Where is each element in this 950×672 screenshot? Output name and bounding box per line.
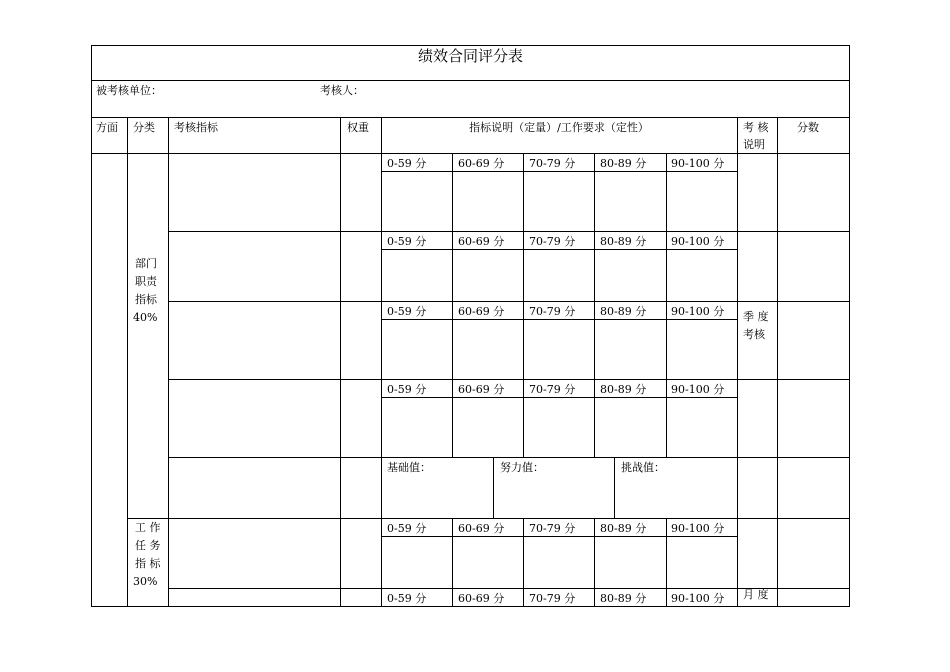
band-label: 90-100 分	[671, 383, 725, 396]
band-label: 90-100 分	[671, 305, 725, 318]
grid-line	[91, 45, 92, 607]
band-label: 0-59 分	[387, 522, 427, 535]
band-label: 80-89 分	[600, 235, 647, 248]
band-label: 70-79 分	[529, 522, 576, 535]
header-category: 分类	[133, 121, 155, 134]
band-label: 60-69 分	[458, 383, 505, 396]
grid-line	[777, 117, 778, 607]
category-dept-weight: 40%	[133, 311, 158, 324]
grid-line	[381, 249, 737, 250]
band-label: 0-59 分	[387, 157, 427, 170]
grid-line	[523, 518, 524, 607]
grid-line	[381, 536, 737, 537]
assessed-unit-label: 被考核单位：	[96, 84, 162, 97]
grid-line	[594, 153, 595, 457]
band-label: 80-89 分	[600, 305, 647, 318]
grid-line	[614, 457, 615, 518]
band-label: 60-69 分	[458, 522, 505, 535]
grid-line	[381, 397, 737, 398]
band-label: 60-69 分	[458, 157, 505, 170]
band-label: 90-100 分	[671, 235, 725, 248]
grid-line	[452, 153, 453, 457]
grid-line	[849, 45, 850, 607]
grid-line	[493, 457, 494, 518]
category-dept-line3: 指标	[135, 293, 157, 306]
grid-line	[168, 231, 850, 232]
grid-line	[91, 80, 850, 81]
band-label: 90-100 分	[671, 592, 725, 605]
band-label: 0-59 分	[387, 383, 427, 396]
category-task-line1: 工 作	[135, 521, 161, 534]
band-label: 80-89 分	[600, 383, 647, 396]
band-label: 90-100 分	[671, 522, 725, 535]
band-label: 70-79 分	[529, 305, 576, 318]
band-label: 80-89 分	[600, 592, 647, 605]
grid-line	[168, 457, 850, 458]
category-task-line2: 任 务	[135, 539, 161, 552]
base-value-label: 基础值：	[387, 461, 431, 474]
grid-line	[168, 301, 850, 302]
band-label: 70-79 分	[529, 383, 576, 396]
grid-line	[340, 117, 341, 607]
band-label: 70-79 分	[529, 235, 576, 248]
header-description: 指标说明（定量）/工作要求（定性）	[469, 121, 649, 134]
band-label: 0-59 分	[387, 592, 427, 605]
band-label: 60-69 分	[458, 592, 505, 605]
grid-line	[168, 117, 169, 607]
effort-value-label: 努力值：	[500, 461, 544, 474]
grid-line	[452, 518, 453, 607]
grid-line	[168, 379, 850, 380]
header-note-line1: 考 核	[743, 121, 769, 134]
grid-line	[91, 45, 850, 46]
assessor-label: 考核人：	[320, 84, 364, 97]
challenge-value-label: 挑战值：	[621, 461, 665, 474]
grid-line	[128, 518, 850, 519]
grid-line	[594, 518, 595, 607]
band-label: 0-59 分	[387, 235, 427, 248]
category-task-weight: 30%	[133, 575, 158, 588]
band-label: 80-89 分	[600, 522, 647, 535]
header-indicator: 考核指标	[174, 121, 218, 134]
header-note-line2: 说明	[743, 138, 765, 151]
band-label: 0-59 分	[387, 305, 427, 318]
grid-line	[381, 319, 737, 320]
grid-line	[381, 171, 737, 172]
band-label: 80-89 分	[600, 157, 647, 170]
header-aspect: 方面	[96, 121, 118, 134]
note-monthly-line1: 月 度	[743, 588, 769, 601]
band-label: 90-100 分	[671, 157, 725, 170]
form-title: 绩效合同评分表	[417, 47, 523, 65]
category-dept-line2: 职责	[135, 275, 157, 288]
grid-line	[127, 117, 128, 607]
band-label: 60-69 分	[458, 235, 505, 248]
category-task-line3: 指 标	[135, 557, 161, 570]
grid-line	[381, 117, 382, 607]
note-quarterly-line2: 考核	[743, 328, 765, 341]
band-label: 70-79 分	[529, 592, 576, 605]
header-weight: 权重	[347, 121, 369, 134]
grid-line	[523, 153, 524, 457]
grid-line	[666, 518, 667, 607]
band-label: 70-79 分	[529, 157, 576, 170]
grid-line	[666, 153, 667, 457]
band-label: 60-69 分	[458, 305, 505, 318]
header-score: 分数	[797, 121, 819, 134]
grid-line	[737, 117, 738, 607]
category-dept-line1: 部门	[135, 257, 157, 270]
note-quarterly-line1: 季 度	[743, 310, 769, 323]
